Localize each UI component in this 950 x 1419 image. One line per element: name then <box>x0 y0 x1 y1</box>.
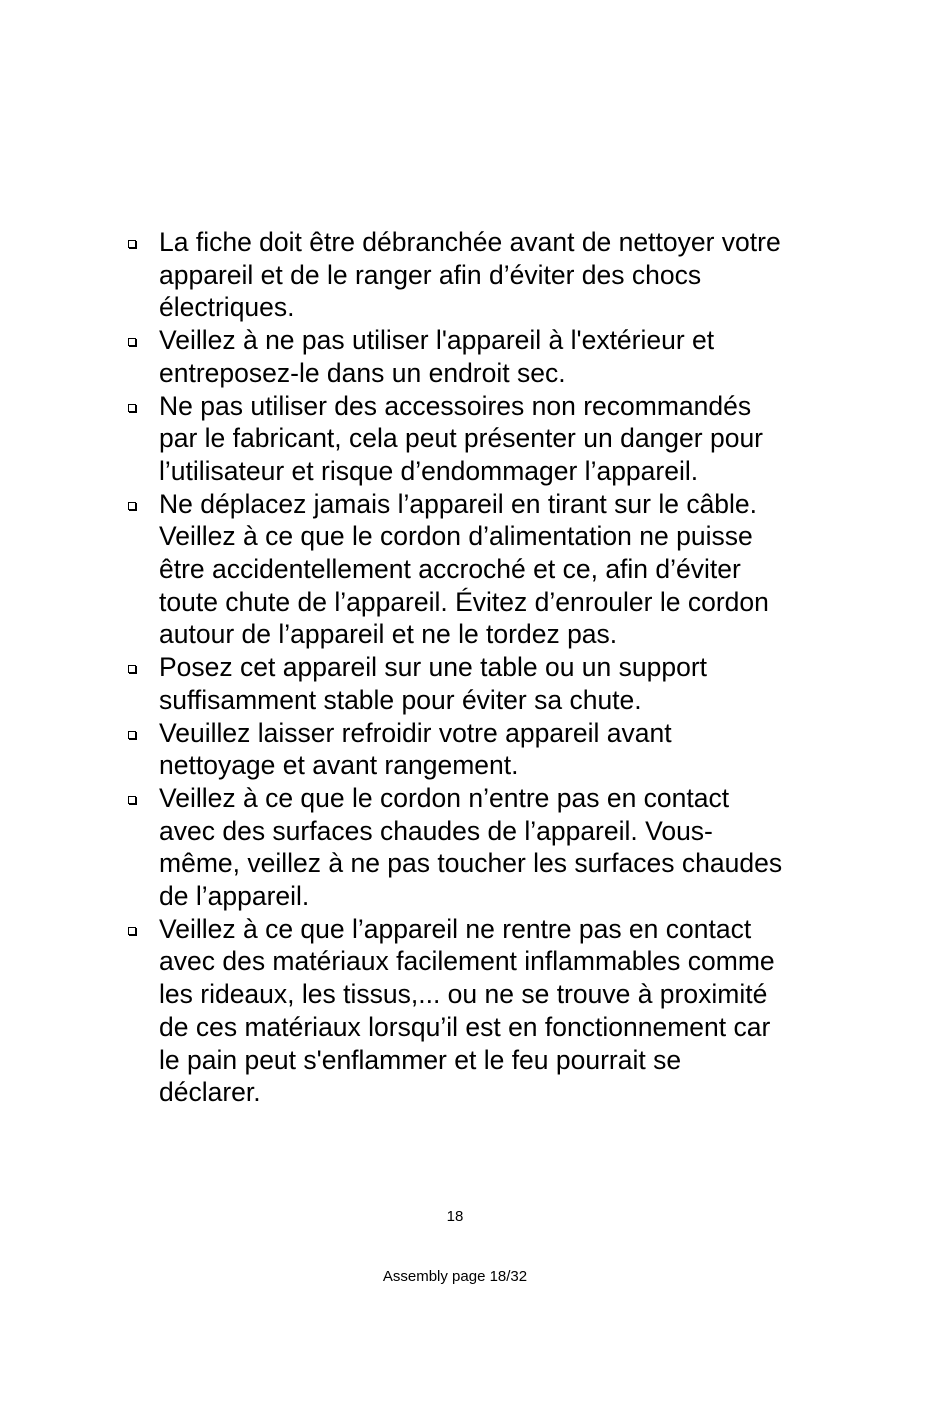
list-item <box>0 390 789 488</box>
square-bullet-icon <box>128 796 136 804</box>
list-item <box>0 488 789 652</box>
square-bullet-icon <box>128 927 136 935</box>
list-item <box>0 717 789 782</box>
list-item <box>0 913 789 1109</box>
list-item <box>0 226 789 324</box>
square-bullet-icon <box>128 665 136 673</box>
list-item-text: Ne pas utiliser des accessoires non recommandés par le fabricant, cela peut présenter un danger pour l’utilisateur et risque d’endommager l’appareil. <box>159 390 764 486</box>
list-item-text: Ne déplacez jamais l’appareil en tirant sur le câble. Veillez à ce que le cordon d’alimentation ne puisse être accidentellement accroché et ce, afin d’éviter toute chute de l’appareil. Évitez d’enrouler le cordon autour de l’appareil et ne le tordez pas. <box>159 488 769 650</box>
square-bullet-icon <box>128 502 136 510</box>
page-number: 18 <box>446 1208 464 1225</box>
assembly-footer: Assembly page 18/32 <box>382 1268 528 1285</box>
list-item-text: Veillez à ce que le cordon n’entre pas en contact avec des surfaces chaudes de l’appareil. Vous-même, veillez à ne pas toucher les surfaces chaudes de l’appareil. <box>159 782 783 912</box>
square-bullet-icon <box>128 338 136 346</box>
list-item <box>0 782 789 913</box>
list-item <box>0 324 789 389</box>
square-bullet-icon <box>128 404 136 412</box>
list-item-text: Veillez à ne pas utiliser l'appareil à l'extérieur et entreposez-le dans un endroit sec. <box>159 325 715 388</box>
safety-instructions-list <box>0 226 950 1109</box>
square-bullet-icon <box>128 240 136 248</box>
list-item-text: La fiche doit être débranchée avant de nettoyer votre appareil et de le ranger afin d’éviter des chocs électriques. <box>159 227 781 323</box>
list-item-text: Posez cet appareil sur une table ou un support suffisamment stable pour éviter sa chute. <box>159 652 708 715</box>
list-item-text: Veuillez laisser refroidir votre appareil avant nettoyage et avant rangement. <box>159 717 672 781</box>
square-bullet-icon <box>128 731 136 739</box>
list-item <box>0 651 789 716</box>
list-item-text: Veillez à ce que l’appareil ne rentre pas en contact avec des matériaux facilement inflammables comme les rideaux, les tissus,... ou ne se trouve à proximité de ces matériaux lorsqu’il est en fonctionnement car le pain peut s'enflammer et le feu pourrait se déclarer. <box>159 913 775 1108</box>
